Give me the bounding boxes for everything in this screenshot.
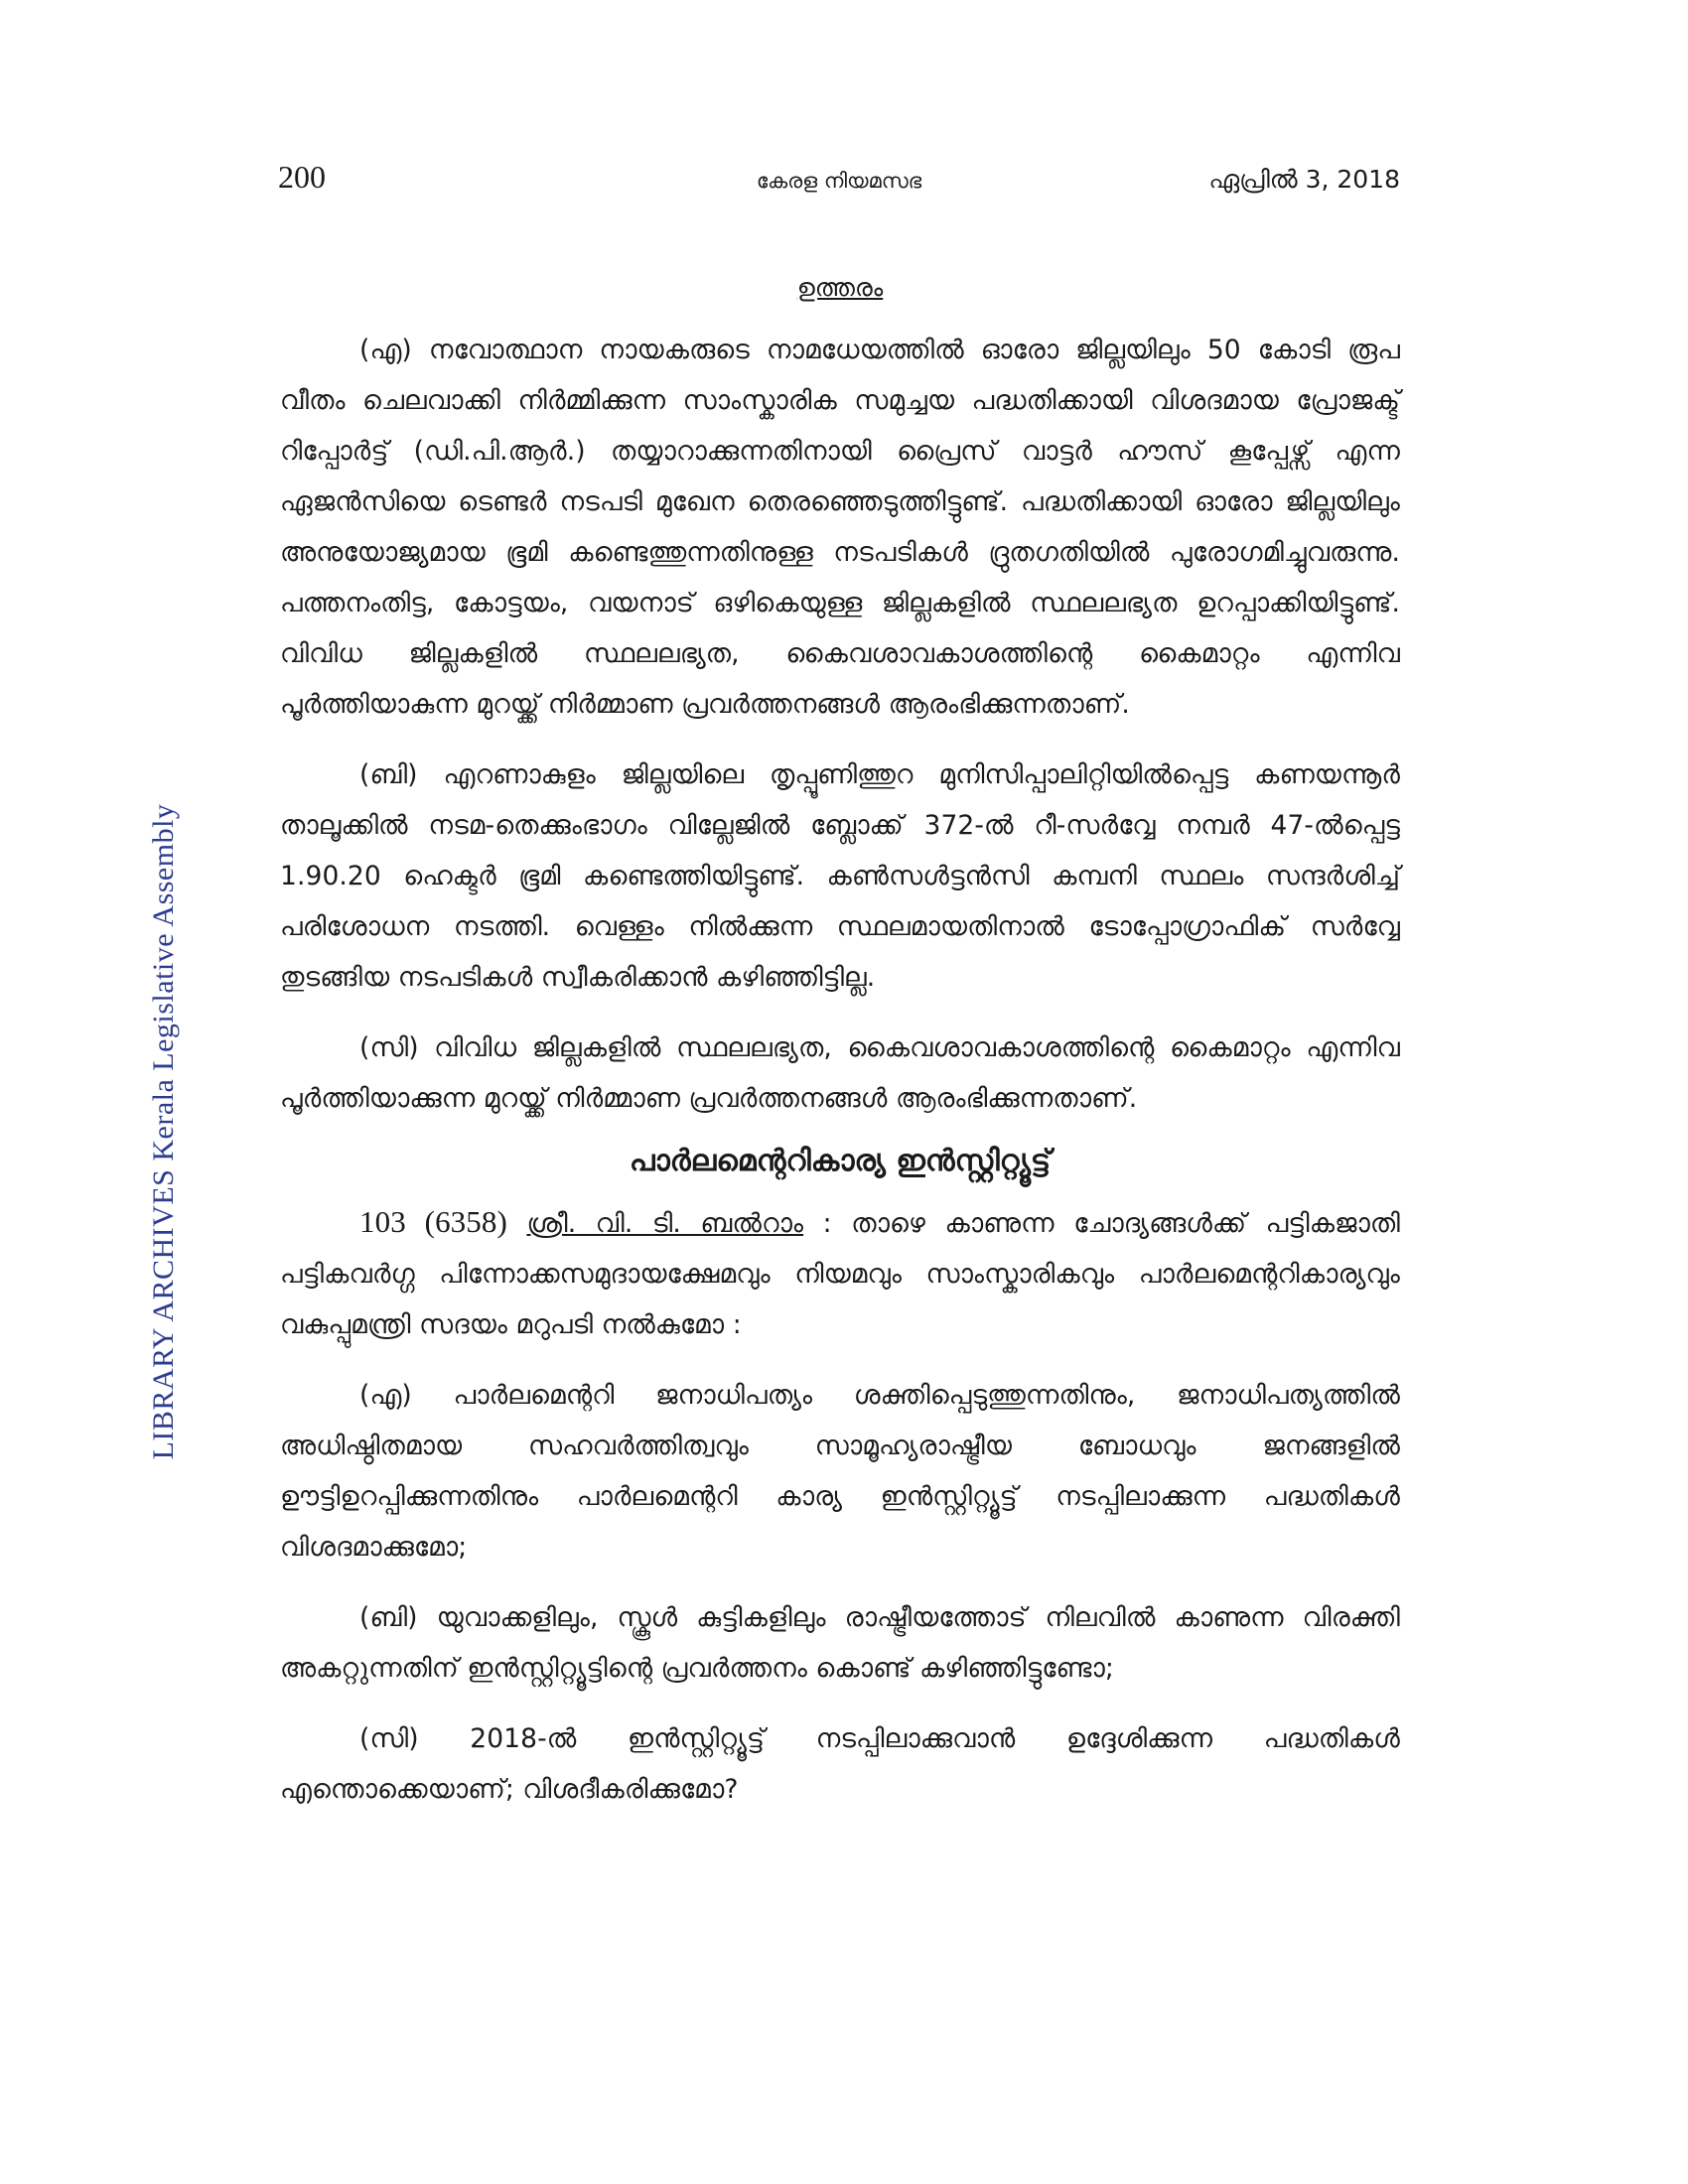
answer-paragraph-b: (ബി) എറണാകുളം ജില്ലയിലെ തൃപ്പൂണിത്തുറ മുനിസിപ്പാലിറ്റിയിൽപ്പെട്ട കണയന്നൂർ താലൂക്കിൽ നടമ-തെക്കുംഭാഗം വില്ലേജിൽ ബ്ലോക്ക് 372-ൽ റീ-സർവ്വേ നമ്പർ 47-ൽപ്പെട്ട 1.90.20 ഹെക്ടർ ഭൂമി കണ്ടെത്തിയിട്ടുണ്ട്. കൺസൾട്ടൻസി കമ്പനി സ്ഥലം സന്ദർശിച്ച് പരിശോധന നടത്തി. വെള്ളം നിൽക്കുന്ന സ്ഥലമായതിനാൽ ടോപ്പോഗ്രാഫിക് സർവ്വേ തുടങ്ങിയ നടപടികൾ സ്വീകരിക്കാൻ കഴിഞ്ഞിട്ടില്ല. <box>280 759 1400 993</box>
question-intro-text: : താഴെ കാണുന്ന ചോദ്യങ്ങൾക്ക് പട്ടികജാതി പട്ടികവർഗ്ഗ പിന്നോക്കസമുദായക്ഷേമവും നിയമവും സാംസ്കാരികവും പാർലമെന്ററികാര്യവും വകുപ്പുമന്ത്രി സദയം മറുപടി നൽകുമോ : <box>280 1208 1400 1340</box>
question-part-b: (ബി) യുവാക്കളിലും, സ്കൂൾ കുട്ടികളിലും രാഷ്ട്രീയത്തോട് നിലവിൽ കാണുന്ന വിരക്തി അകറ്റുന്നതിന് ഇൻസ്റ്റിറ്റ്യൂട്ടിന്റെ പ്രവർത്തനം കൊണ്ട് കഴിഞ്ഞിട്ടുണ്ടോ; <box>280 1602 1400 1684</box>
page-header <box>278 159 1400 208</box>
page-body <box>280 273 1400 1835</box>
archive-watermark: LIBRARY ARCHIVES Kerala Legislative Assembly <box>147 803 180 1460</box>
answer-paragraph-a: (എ) നവോത്ഥാന നായകരുടെ നാമധേയത്തിൽ ഓരോ ജില്ലയിലും 50 കോടി രൂപ വീതം ചെലവാക്കി നിർമ്മിക്കുന്ന സാംസ്കാരിക സമുച്ചയ പദ്ധതിക്കായി വിശദമായ പ്രോജക്ട് റിപ്പോർട്ട് (ഡി.പി.ആർ.) തയ്യാറാക്കുന്നതിനായി പ്രൈസ് വാട്ടർ ഹൗസ് കൂപ്പേഴ്സ് എന്ന ഏജൻസിയെ ടെണ്ടർ നടപടി മുഖേന തെരഞ്ഞെടുത്തിട്ടുണ്ട്. പദ്ധതിക്കായി ഓരോ ജില്ലയിലും അനുയോജ്യമായ ഭൂമി കണ്ടെത്തുന്നതിനുള്ള നടപടികൾ ദ്രുതഗതിയിൽ പുരോഗമിച്ചുവരുന്നു. പത്തനംതിട്ട, കോട്ടയം, വയനാട് ഒഴികെയുള്ള ജില്ലകളിൽ സ്ഥലലഭ്യത ഉറപ്പാക്കിയിട്ടുണ്ട്. വിവിധ ജില്ലകളിൽ സ്ഥലലഭ്യത, കൈവശാവകാശത്തിന്റെ കൈമാറ്റം എന്നിവ പൂർത്തിയാകുന്ന മുറയ്ക്ക് നിർമ്മാണ പ്രവർത്തനങ്ങൾ ആരംഭിക്കുന്നതാണ്. <box>280 335 1400 720</box>
question-intro <box>280 1196 1400 1350</box>
header-date: ഏപ്രിൽ 3, 2018 <box>1208 165 1400 194</box>
question-part-a: (എ) പാർലമെന്ററി ജനാധിപത്യം ശക്തിപ്പെടുത്തുന്നതിനും, ജനാധിപത്യത്തിൽ അധിഷ്ഠിതമായ സഹവർത്തിത്വവും സാമൂഹ്യരാഷ്ട്രീയ ബോധവും ജനങ്ങളിൽ ഊട്ടിഉറപ്പിക്കുന്നതിനും പാർലമെന്ററി കാര്യ ഇൻസ്റ്റിറ്റ്യൂട്ട് നടപ്പിലാക്കുന്ന പദ്ധതികൾ വിശദമാക്കുമോ; <box>280 1380 1400 1563</box>
running-title: കേരള നിയമസഭ <box>756 169 922 193</box>
question-number: 103 (6358) <box>359 1204 507 1239</box>
member-name: ശ്രീ. വി. ടി. ബൽറാം <box>526 1208 804 1239</box>
answer-paragraph-c: (സി) വിവിധ ജില്ലകളിൽ സ്ഥലലഭ്യത, കൈവശാവകാശത്തിന്റെ കൈമാറ്റം എന്നിവ പൂർത്തിയാക്കുന്ന മുറയ്ക്ക് നിർമ്മാണ പ്രവർത്തനങ്ങൾ ആരംഭിക്കുന്നതാണ്. <box>280 1032 1400 1114</box>
answer-heading: ഉത്തരം <box>796 273 884 302</box>
question-part-c: (സി) 2018-ൽ ഇൻസ്റ്റിറ്റ്യൂട്ട് നടപ്പിലാക്കുവാൻ ഉദ്ദേശിക്കുന്ന പദ്ധതികൾ എന്തൊക്കെയാണ്; വിശദീകരിക്കുമോ? <box>280 1723 1400 1805</box>
page-number: 200 <box>278 159 326 195</box>
question-title: പാർലമെന്ററികാര്യ ഇൻസ്റ്റിറ്റ്യൂട്ട് <box>629 1144 1052 1178</box>
